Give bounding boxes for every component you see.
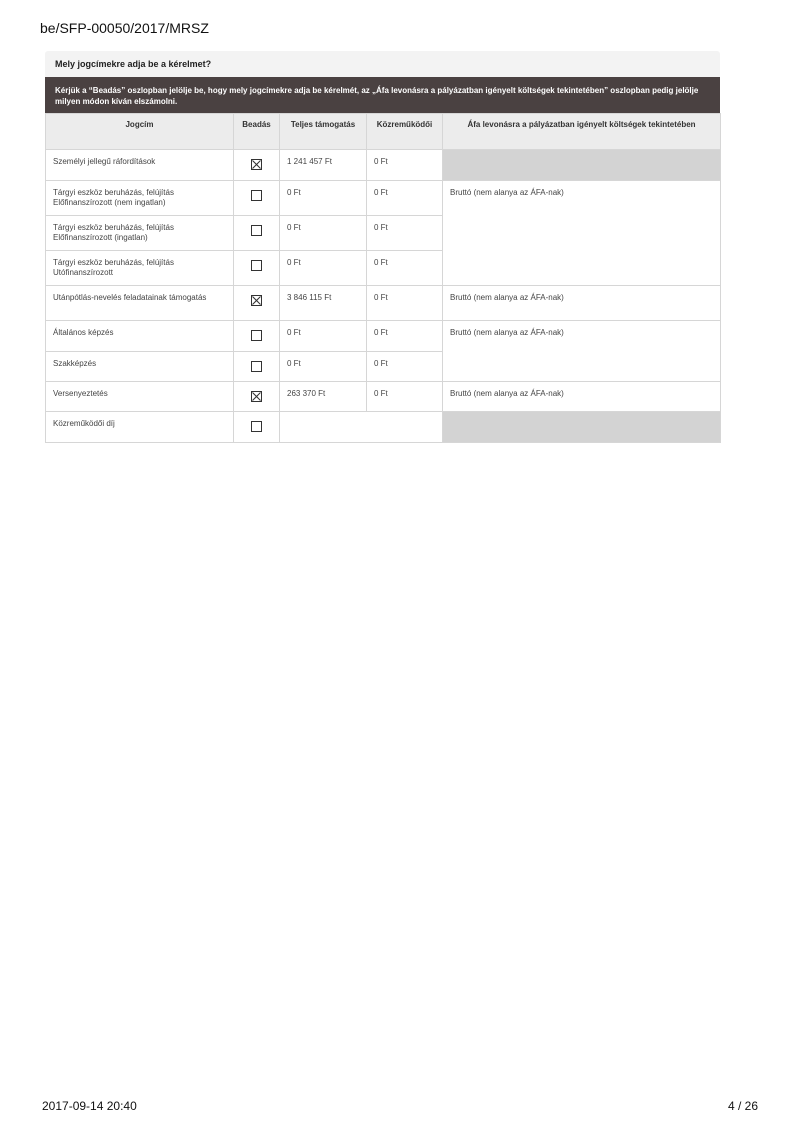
table-header-row <box>46 114 721 150</box>
teljes-tamogatas-cell: 0 Ft <box>280 321 367 352</box>
beadas-cell <box>234 251 280 286</box>
amount-cell <box>280 412 443 443</box>
checkbox[interactable] <box>251 391 262 402</box>
footer-datetime: 2017-09-14 20:40 <box>42 1099 137 1113</box>
teljes-tamogatas-cell: 3 846 115 Ft <box>280 286 367 321</box>
header-teljes-tamogatas: Teljes támogatás <box>280 114 367 150</box>
beadas-cell <box>234 382 280 412</box>
jogcim-cell: Versenyeztetés <box>46 382 234 412</box>
kozremukodoi-cell: 0 Ft <box>367 216 443 251</box>
teljes-tamogatas-cell: 0 Ft <box>280 216 367 251</box>
table-row <box>46 150 721 181</box>
kozremukodoi-cell: 0 Ft <box>367 352 443 382</box>
header-beadas: Beadás <box>234 114 280 150</box>
beadas-cell <box>234 412 280 443</box>
checkbox[interactable] <box>251 190 262 201</box>
kozremukodoi-cell: 0 Ft <box>367 150 443 181</box>
afa-cell: Bruttó (nem alanya az ÁFA-nak) <box>443 286 721 321</box>
afa-cell <box>443 412 721 443</box>
header-afa: Áfa levonásra a pályázatban igényelt költségek tekintetében <box>443 114 721 150</box>
teljes-tamogatas-cell: 263 370 Ft <box>280 382 367 412</box>
table-row <box>46 412 721 443</box>
claim-type-panel <box>45 51 720 443</box>
afa-cell: Bruttó (nem alanya az ÁFA-nak) <box>443 321 721 382</box>
jogcim-cell: Utánpótlás-nevelés feladatainak támogatás <box>46 286 234 321</box>
jogcim-cell: Közreműködői díj <box>46 412 234 443</box>
teljes-tamogatas-cell: 1 241 457 Ft <box>280 150 367 181</box>
table-row <box>46 321 721 352</box>
table-row <box>46 181 721 216</box>
teljes-tamogatas-cell: 0 Ft <box>280 181 367 216</box>
beadas-cell <box>234 216 280 251</box>
jogcim-cell: Szakképzés <box>46 352 234 382</box>
claim-type-table <box>45 113 721 443</box>
kozremukodoi-cell: 0 Ft <box>367 382 443 412</box>
check-cross-icon <box>252 160 261 169</box>
teljes-tamogatas-cell: 0 Ft <box>280 352 367 382</box>
kozremukodoi-cell: 0 Ft <box>367 251 443 286</box>
section-question: Mely jogcímekre adja be a kérelmet? <box>45 51 720 77</box>
beadas-cell <box>234 352 280 382</box>
check-cross-icon <box>252 392 261 401</box>
table-row <box>46 382 721 412</box>
jogcim-cell: Tárgyi eszköz beruházás, felújítás Előfinanszírozott (nem ingatlan) <box>46 181 234 216</box>
afa-cell: Bruttó (nem alanya az ÁFA-nak) <box>443 181 721 286</box>
teljes-tamogatas-cell: 0 Ft <box>280 251 367 286</box>
beadas-cell <box>234 286 280 321</box>
beadas-cell <box>234 321 280 352</box>
checkbox[interactable] <box>251 361 262 372</box>
checkbox[interactable] <box>251 295 262 306</box>
header-kozremukodoi: Közreműködői <box>367 114 443 150</box>
checkbox[interactable] <box>251 225 262 236</box>
kozremukodoi-cell: 0 Ft <box>367 286 443 321</box>
checkbox[interactable] <box>251 421 262 432</box>
jogcim-cell: Általános képzés <box>46 321 234 352</box>
checkbox[interactable] <box>251 159 262 170</box>
checkbox[interactable] <box>251 330 262 341</box>
afa-cell: Bruttó (nem alanya az ÁFA-nak) <box>443 382 721 412</box>
beadas-cell <box>234 150 280 181</box>
kozremukodoi-cell: 0 Ft <box>367 321 443 352</box>
jogcim-cell: Tárgyi eszköz beruházás, felújítás Előfinanszírozott (ingatlan) <box>46 216 234 251</box>
jogcim-cell: Tárgyi eszköz beruházás, felújítás Utófinanszírozott <box>46 251 234 286</box>
kozremukodoi-cell: 0 Ft <box>367 181 443 216</box>
table-row <box>46 286 721 321</box>
beadas-cell <box>234 181 280 216</box>
document-id: be/SFP-00050/2017/MRSZ <box>40 20 209 36</box>
checkbox[interactable] <box>251 260 262 271</box>
footer-page-number: 4 / 26 <box>727 1099 758 1113</box>
check-cross-icon <box>252 296 261 305</box>
afa-cell <box>443 150 721 181</box>
header-jogcim: Jogcím <box>46 114 234 150</box>
section-instruction: Kérjük a “Beadás” oszlopban jelölje be, hogy mely jogcímekre adja be kérelmét, az „Áfa levonásra a pályázatban igényelt költségek tekintetében” oszlopban pedig jelölje milyen módon kíván elszámolni. <box>45 77 720 113</box>
jogcim-cell: Személyi jellegű ráfordítások <box>46 150 234 181</box>
